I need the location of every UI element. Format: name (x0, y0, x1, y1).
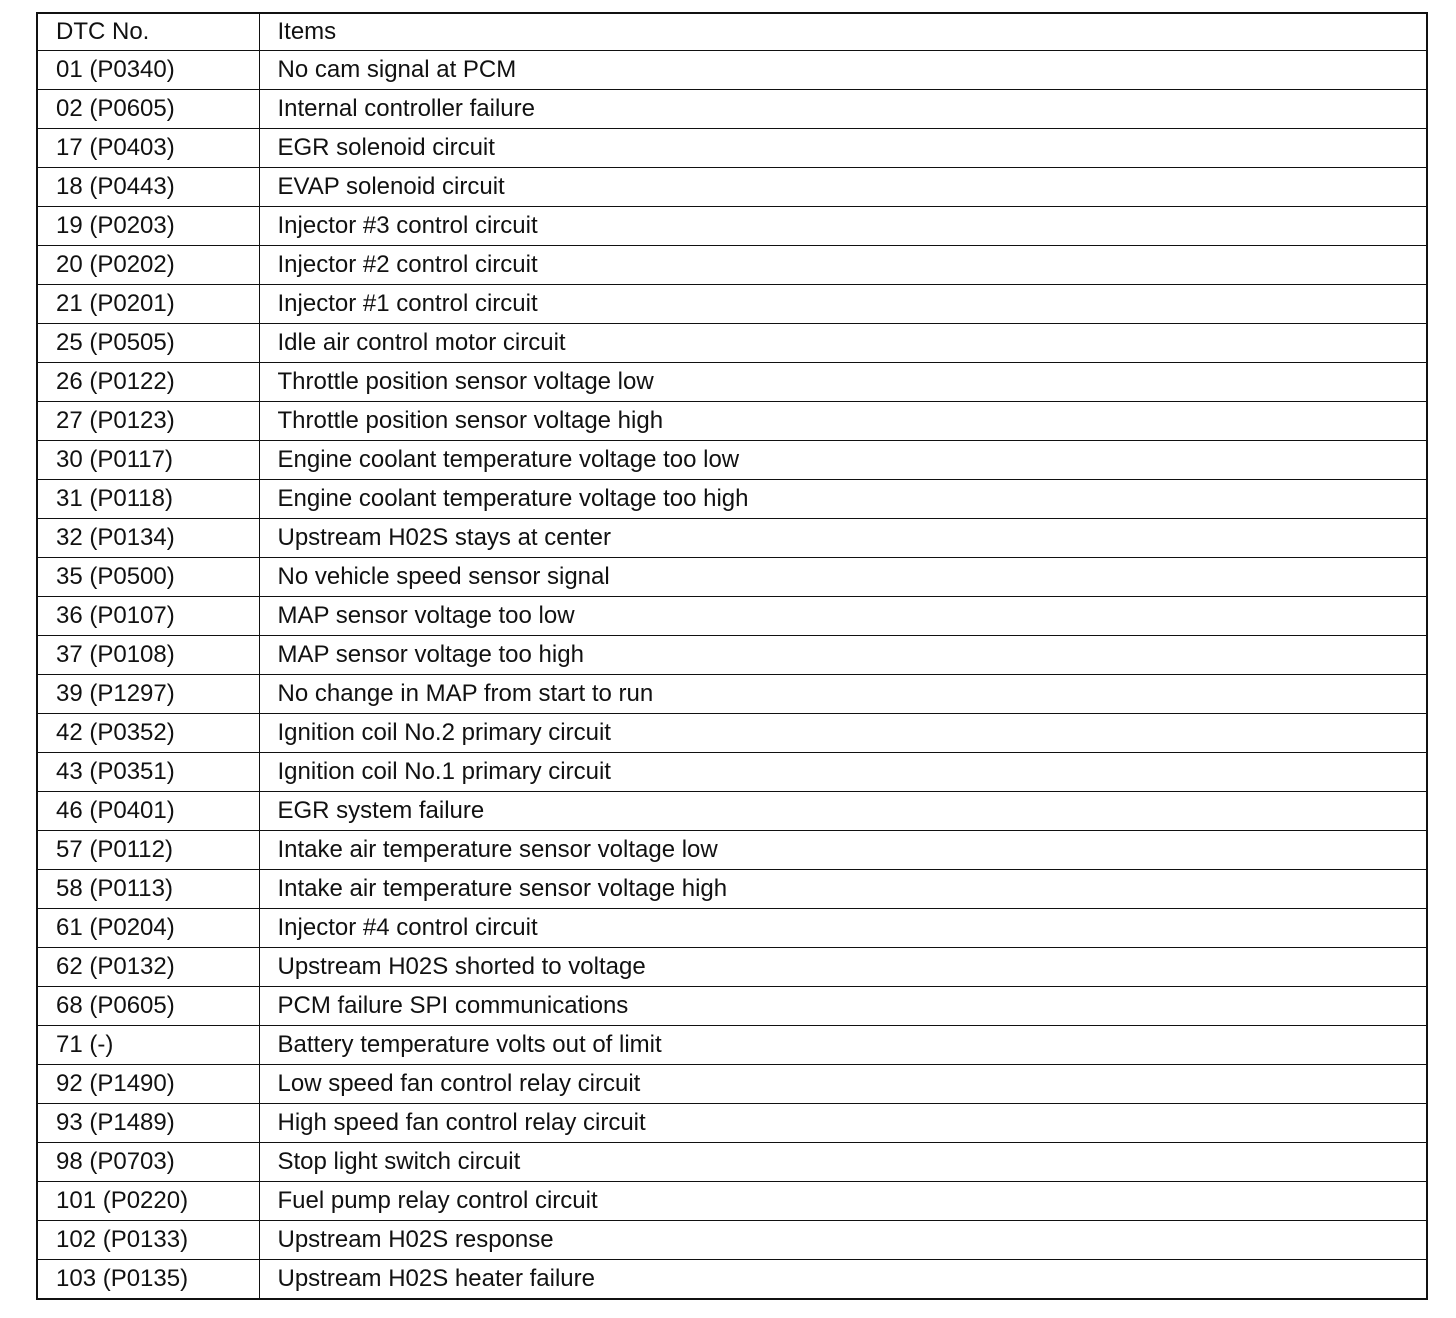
dtc-code-cell: 42 (P0352) (37, 714, 259, 753)
table-body (37, 51, 1427, 1300)
table-row (37, 246, 1427, 285)
table-row (37, 1065, 1427, 1104)
dtc-code-cell: 02 (P0605) (37, 90, 259, 129)
dtc-item-cell: Intake air temperature sensor voltage high (259, 870, 1427, 909)
dtc-code-cell: 20 (P0202) (37, 246, 259, 285)
dtc-item-cell: No change in MAP from start to run (259, 675, 1427, 714)
dtc-code-cell: 103 (P0135) (37, 1260, 259, 1300)
dtc-code-cell: 61 (P0204) (37, 909, 259, 948)
dtc-item-cell: Upstream H02S response (259, 1221, 1427, 1260)
table-row (37, 831, 1427, 870)
dtc-code-cell: 93 (P1489) (37, 1104, 259, 1143)
dtc-item-cell: EGR system failure (259, 792, 1427, 831)
dtc-code-cell: 62 (P0132) (37, 948, 259, 987)
table-row (37, 909, 1427, 948)
dtc-code-cell: 92 (P1490) (37, 1065, 259, 1104)
table-row (37, 324, 1427, 363)
table-row (37, 480, 1427, 519)
table-row (37, 597, 1427, 636)
dtc-item-cell: EVAP solenoid circuit (259, 168, 1427, 207)
dtc-code-cell: 31 (P0118) (37, 480, 259, 519)
dtc-code-cell: 27 (P0123) (37, 402, 259, 441)
table-row (37, 402, 1427, 441)
dtc-table (36, 12, 1428, 1300)
dtc-code-cell: 36 (P0107) (37, 597, 259, 636)
table-row (37, 753, 1427, 792)
dtc-code-cell: 26 (P0122) (37, 363, 259, 402)
dtc-item-cell: Internal controller failure (259, 90, 1427, 129)
dtc-item-cell: Upstream H02S heater failure (259, 1260, 1427, 1300)
table-header (37, 13, 1427, 51)
dtc-code-cell: 37 (P0108) (37, 636, 259, 675)
dtc-code-cell: 39 (P1297) (37, 675, 259, 714)
dtc-item-cell: Upstream H02S shorted to voltage (259, 948, 1427, 987)
dtc-item-cell: Throttle position sensor voltage low (259, 363, 1427, 402)
table-row (37, 519, 1427, 558)
table-row (37, 1260, 1427, 1300)
dtc-code-cell: 57 (P0112) (37, 831, 259, 870)
dtc-item-cell: Ignition coil No.1 primary circuit (259, 753, 1427, 792)
dtc-item-cell: Idle air control motor circuit (259, 324, 1427, 363)
table-row (37, 792, 1427, 831)
dtc-code-cell: 25 (P0505) (37, 324, 259, 363)
table-row (37, 1104, 1427, 1143)
dtc-item-cell: Stop light switch circuit (259, 1143, 1427, 1182)
table-row (37, 948, 1427, 987)
dtc-code-cell: 101 (P0220) (37, 1182, 259, 1221)
dtc-item-cell: No vehicle speed sensor signal (259, 558, 1427, 597)
table-row (37, 636, 1427, 675)
table-row (37, 870, 1427, 909)
dtc-item-cell: Injector #3 control circuit (259, 207, 1427, 246)
table-row (37, 129, 1427, 168)
dtc-item-cell: MAP sensor voltage too low (259, 597, 1427, 636)
dtc-code-cell: 98 (P0703) (37, 1143, 259, 1182)
dtc-code-cell: 19 (P0203) (37, 207, 259, 246)
dtc-item-cell: Low speed fan control relay circuit (259, 1065, 1427, 1104)
dtc-code-cell: 17 (P0403) (37, 129, 259, 168)
dtc-code-cell: 43 (P0351) (37, 753, 259, 792)
table-row (37, 675, 1427, 714)
dtc-item-cell: PCM failure SPI communications (259, 987, 1427, 1026)
dtc-code-cell: 30 (P0117) (37, 441, 259, 480)
dtc-item-cell: Upstream H02S stays at center (259, 519, 1427, 558)
dtc-code-cell: 18 (P0443) (37, 168, 259, 207)
dtc-item-cell: Throttle position sensor voltage high (259, 402, 1427, 441)
header-row (37, 13, 1427, 51)
dtc-code-cell: 68 (P0605) (37, 987, 259, 1026)
table-row (37, 714, 1427, 753)
table-row (37, 1026, 1427, 1065)
dtc-item-cell: High speed fan control relay circuit (259, 1104, 1427, 1143)
dtc-number-column-header: DTC No. (37, 13, 259, 51)
dtc-code-cell: 102 (P0133) (37, 1221, 259, 1260)
dtc-item-cell: Ignition coil No.2 primary circuit (259, 714, 1427, 753)
table-row (37, 558, 1427, 597)
dtc-item-cell: Engine coolant temperature voltage too low (259, 441, 1427, 480)
table-row (37, 987, 1427, 1026)
table-row (37, 363, 1427, 402)
table-row (37, 1182, 1427, 1221)
dtc-code-cell: 46 (P0401) (37, 792, 259, 831)
dtc-code-cell: 71 (-) (37, 1026, 259, 1065)
dtc-item-cell: Fuel pump relay control circuit (259, 1182, 1427, 1221)
table-row (37, 90, 1427, 129)
table-row (37, 285, 1427, 324)
table-row (37, 1143, 1427, 1182)
table-row (37, 441, 1427, 480)
dtc-code-cell: 35 (P0500) (37, 558, 259, 597)
dtc-code-cell: 58 (P0113) (37, 870, 259, 909)
dtc-item-cell: MAP sensor voltage too high (259, 636, 1427, 675)
dtc-item-cell: Engine coolant temperature voltage too high (259, 480, 1427, 519)
dtc-code-cell: 21 (P0201) (37, 285, 259, 324)
dtc-item-cell: Battery temperature volts out of limit (259, 1026, 1427, 1065)
dtc-item-cell: No cam signal at PCM (259, 51, 1427, 90)
table-row (37, 207, 1427, 246)
dtc-item-cell: Injector #4 control circuit (259, 909, 1427, 948)
table-row (37, 168, 1427, 207)
items-column-header: Items (259, 13, 1427, 51)
dtc-item-cell: Intake air temperature sensor voltage low (259, 831, 1427, 870)
dtc-item-cell: Injector #1 control circuit (259, 285, 1427, 324)
table-row (37, 1221, 1427, 1260)
dtc-code-cell: 32 (P0134) (37, 519, 259, 558)
table-row (37, 51, 1427, 90)
dtc-item-cell: EGR solenoid circuit (259, 129, 1427, 168)
dtc-code-cell: 01 (P0340) (37, 51, 259, 90)
dtc-item-cell: Injector #2 control circuit (259, 246, 1427, 285)
